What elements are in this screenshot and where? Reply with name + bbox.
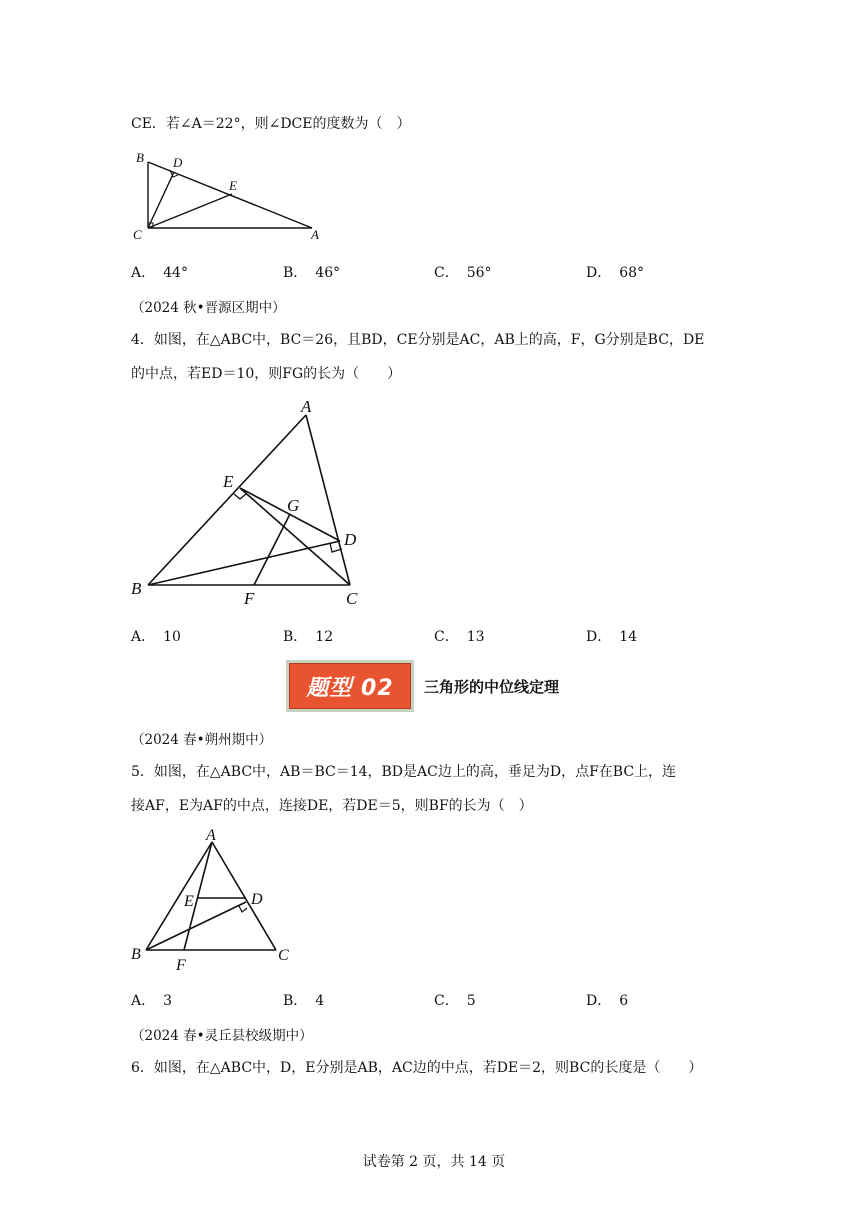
q5-label-b: B	[131, 946, 141, 963]
q4-label-a: A	[301, 397, 312, 416]
q3-option-b[interactable]: B． 46°	[283, 265, 341, 281]
q4-source: （2024 秋•晋源区期中）	[131, 300, 286, 316]
q5-options	[131, 990, 751, 1010]
q4-option-c[interactable]: C． 13	[434, 629, 485, 645]
q4-stem-line2: 的中点，若ED＝10，则FG的长为（ ）	[131, 366, 402, 382]
q3-options	[131, 262, 751, 282]
q5-label-c: C	[278, 947, 289, 964]
q3-stem: CE．若∠A＝22°，则∠DCE的度数为（ ）	[131, 116, 411, 132]
q3-label-e: E	[229, 178, 237, 193]
q6-stem-line1: 6．如图，在△ABC中，D，E分别是AB，AC边的中点，若DE＝2，则BC的长度是（ ）	[131, 1060, 703, 1076]
q3-label-d: D	[173, 155, 183, 170]
q4-label-d: D	[344, 530, 357, 549]
section-badge-label: 题型 02	[289, 663, 411, 709]
q5-option-a[interactable]: A． 3	[131, 993, 173, 1009]
q3-option-c[interactable]: C． 56°	[434, 265, 492, 281]
q4-label-f: F	[244, 589, 255, 608]
q5-label-e: E	[184, 893, 194, 910]
q4-option-a[interactable]: A． 10	[131, 629, 181, 645]
q5-option-b[interactable]: B． 4	[283, 993, 325, 1009]
q4-label-e: E	[223, 472, 234, 491]
q3-label-a: A	[311, 227, 319, 242]
q4-option-d[interactable]: D． 14	[586, 629, 638, 645]
q3-option-a[interactable]: A． 44°	[131, 265, 188, 281]
q5-stem-line2: 接AF，E为AF的中点，连接DE，若DE＝5，则BF的长为（ ）	[131, 798, 533, 814]
q5-source: （2024 春•朔州期中）	[131, 732, 273, 748]
section-title: 三角形的中位线定理	[424, 678, 560, 696]
q3-label-b: B	[136, 150, 144, 165]
q4-stem-line1: 4．如图，在△ABC中，BC＝26，且BD，CE分别是AC，AB上的高，F，G分别是BC，DE	[131, 332, 705, 348]
q3-figure	[128, 148, 338, 248]
q5-label-a: A	[206, 827, 216, 844]
q5-option-c[interactable]: C． 5	[434, 993, 476, 1009]
section-badge	[286, 660, 414, 712]
page-footer: 试卷第 2 页，共 14 页	[362, 1154, 506, 1170]
q6-source: （2024 春•灵丘县校级期中）	[131, 1028, 313, 1044]
q4-label-b: B	[131, 579, 142, 598]
q3-option-d[interactable]: D． 68°	[586, 265, 645, 281]
q5-figure	[128, 826, 308, 976]
q4-label-c: C	[346, 589, 358, 608]
q5-stem-line1: 5．如图，在△ABC中，AB＝BC＝14，BD是AC边上的高，垂足为D，点F在BC上，连	[131, 764, 677, 780]
q4-figure	[128, 395, 368, 615]
q5-label-d: D	[251, 891, 263, 908]
q4-options	[131, 626, 751, 646]
q4-label-g: G	[287, 496, 300, 515]
q3-label-c: C	[133, 227, 142, 242]
q5-label-f: F	[176, 957, 186, 974]
q5-option-d[interactable]: D． 6	[586, 993, 629, 1009]
q4-option-b[interactable]: B． 12	[283, 629, 334, 645]
